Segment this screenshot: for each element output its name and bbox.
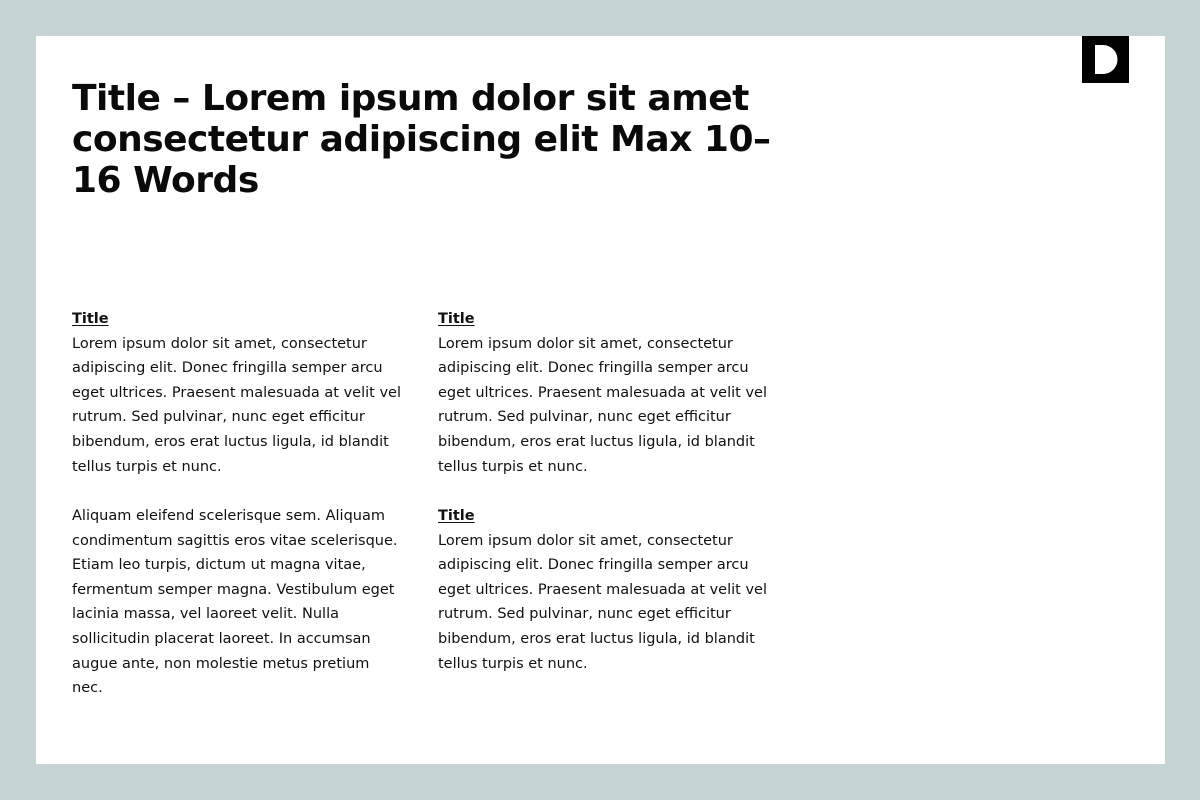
d-letter-logo-icon — [1082, 36, 1129, 83]
slide-card — [36, 36, 1165, 764]
page-title: Title – Lorem ipsum dolor sit amet consectetur adipiscing elit Max 10–16 Words — [72, 78, 771, 201]
logo-glyph — [1082, 36, 1129, 83]
section-title: Title — [438, 311, 475, 327]
section-title: Title — [72, 311, 109, 327]
section-body: Lorem ipsum dolor sit amet, consectetur adipiscing elit. Donec fringilla semper arcu eget ultrices. Praesent malesuada at velit vel rutrum. Sed pulvinar, nunc eget efficitur bibendum, eros erat luctus ligula, id blandit tellus turpis et nunc. — [438, 335, 767, 475]
text-section-left-bottom — [72, 504, 402, 701]
section-title: Title — [438, 508, 475, 524]
text-section-right-bottom — [438, 504, 768, 676]
text-section-left-top — [72, 307, 402, 479]
section-body: Lorem ipsum dolor sit amet, consectetur adipiscing elit. Donec fringilla semper arcu eget ultrices. Praesent malesuada at velit vel rutrum. Sed pulvinar, nunc eget efficitur bibendum, eros erat luctus ligula, id blandit tellus turpis et nunc. — [72, 335, 401, 475]
section-body: Lorem ipsum dolor sit amet, consectetur adipiscing elit. Donec fringilla semper arcu eget ultrices. Praesent malesuada at velit vel rutrum. Sed pulvinar, nunc eget efficitur bibendum, eros erat luctus ligula, id blandit tellus turpis et nunc. — [438, 532, 767, 672]
section-body: Aliquam eleifend scelerisque sem. Aliquam condimentum sagittis eros vitae scelerisque. Etiam leo turpis, dictum ut magna vitae, fermentum semper magna. Vestibulum eget lacinia massa, vel laoreet velit. Nulla sollicitudin placerat laoreet. In accumsan augue ante, non molestie metus pretium nec. — [72, 508, 398, 697]
text-section-right-top — [438, 307, 768, 479]
